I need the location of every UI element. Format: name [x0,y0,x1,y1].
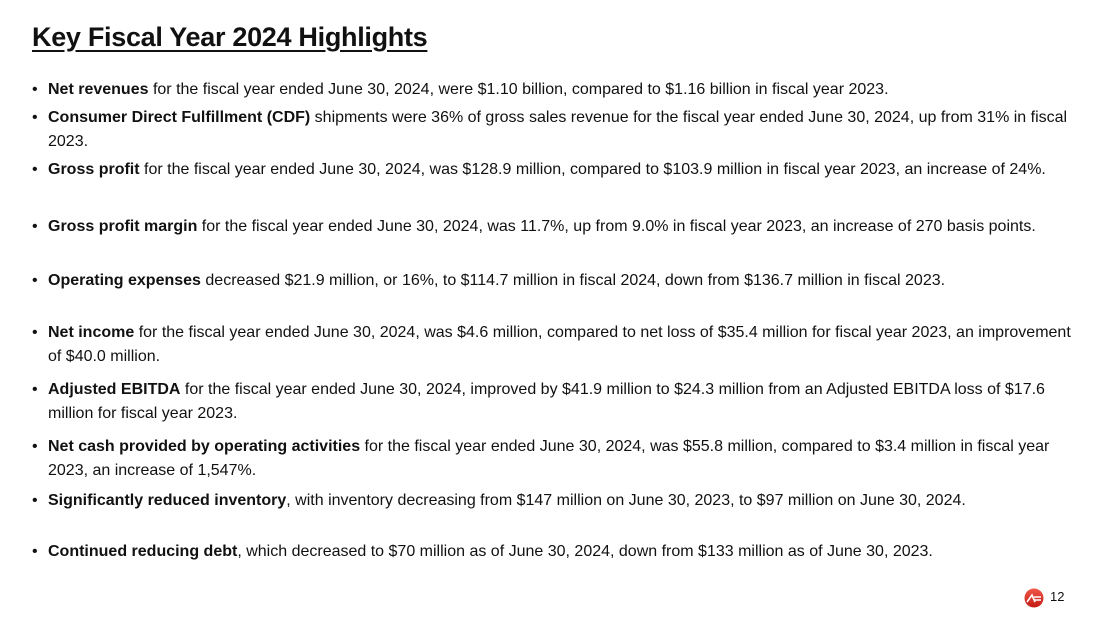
bullet-bold: Gross profit [48,161,140,178]
bullet-bold: Net cash provided by operating activities [48,438,361,455]
bullet-text: for the fiscal year ended June 30, 2024, was $128.9 million, compared to $103.9 million in fiscal year 2023, an increase of 24%. [139,161,1046,178]
bullet-bold: Consumer Direct Fulfillment (CDF) [48,109,311,126]
bullet-net-revenues: • Net revenues for the fiscal year ended June 30, 2024, were $1.10 billion, compared to $1.16 billion in fiscal year 2023. [32,81,889,98]
bullet-gross-margin: • Gross profit margin for the fiscal year ended June 30, 2024, was 11.7%, up from 9.0% in fiscal year 2023, an increase of 270 basis points. [32,218,1036,235]
bullet-text: decreased $21.9 million, or 16%, to $114.7 million in fiscal 2024, down from $136.7 million in fiscal 2023. [200,272,946,289]
bullet-bold: Net income [48,324,135,341]
bullet-debt: • Continued reducing debt, which decreased to $70 million as of June 30, 2024, down from $133 million as of June 30, 2023. [32,543,933,560]
bullet-bold: Gross profit margin [48,218,198,235]
bullet-text: , with inventory decreasing from $147 million on June 30, 2023, to $97 million on June 30, 2024. [286,492,966,509]
bullet-opex: • Operating expenses decreased $21.9 million, or 16%, to $114.7 million in fiscal 2024, down from $136.7 million in fiscal 2023. [32,272,946,289]
bullet-text: for the fiscal year ended June 30, 2024, improved by $41.9 million to $24.3 million from an Adjusted EBITDA loss of $17.6 million for fiscal year 2023. [48,381,1045,422]
bullet-text: for the fiscal year ended June 30, 2024, was $4.6 million, compared to net loss of $35.4 million for fiscal year 2023, an improvement of $40.0 million. [48,324,1071,365]
bullet-adj-ebitda: • Adjusted EBITDA for the fiscal year ended June 30, 2024, improved by $41.9 million to $24.3 million from an Adjusted EBITDA loss of $17.6 million for fiscal year 2023. [32,381,1045,422]
bullet-bold: Adjusted EBITDA [48,381,181,398]
bullet-cdf: • Consumer Direct Fulfillment (CDF) shipments were 36% of gross sales revenue for the fiscal year ended June 30, 2024, up from 31% in fiscal 2023. [32,109,1068,150]
bullet-bold: Continued reducing debt [48,543,238,560]
bullet-bold: Operating expenses [48,272,201,289]
bullet-text: , which decreased to $70 million as of June 30, 2024, down from $133 million as of June 30, 2023. [237,543,933,560]
bullet-text: for the fiscal year ended June 30, 2024, were $1.10 billion, compared to $1.16 billion in fiscal year 2023. [148,81,889,98]
slide-title: Key Fiscal Year 2024 Highlights [32,22,428,52]
bullet-text: shipments were 36% of gross sales revenue for the fiscal year ended June 30, 2024, up from 31% in fiscal 2023. [48,109,1068,150]
page-number: 12 [1050,589,1065,604]
bullet-net-cash: • Net cash provided by operating activities for the fiscal year ended June 30, 2024, was $55.8 million, compared to $3.4 million in fiscal year 2023, an increase of 1,547%. [32,438,1050,479]
bullet-bold: Net revenues [48,81,149,98]
bullet-text: for the fiscal year ended June 30, 2024, was $55.8 million, compared to $3.4 million in fiscal year 2023, an increase of 1,547%. [48,438,1050,479]
bullet-gross-profit: • Gross profit for the fiscal year ended June 30, 2024, was $128.9 million, compared to $103.9 million in fiscal year 2023, an increase of 24%. [32,161,1046,178]
bullet-text: for the fiscal year ended June 30, 2024, was 11.7%, up from 9.0% in fiscal year 2023, an increase of 270 basis points. [197,218,1036,235]
bullet-net-income: • Net income for the fiscal year ended June 30, 2024, was $4.6 million, compared to net loss of $35.4 million for fiscal year 2023, an improvement of $40.0 million. [32,324,1071,365]
bullet-inventory: • Significantly reduced inventory, with inventory decreasing from $147 million on June 30, 2023, to $97 million on June 30, 2024. [32,492,966,509]
bullet-bold: Significantly reduced inventory [48,492,287,509]
company-logo-icon [1024,588,1044,608]
